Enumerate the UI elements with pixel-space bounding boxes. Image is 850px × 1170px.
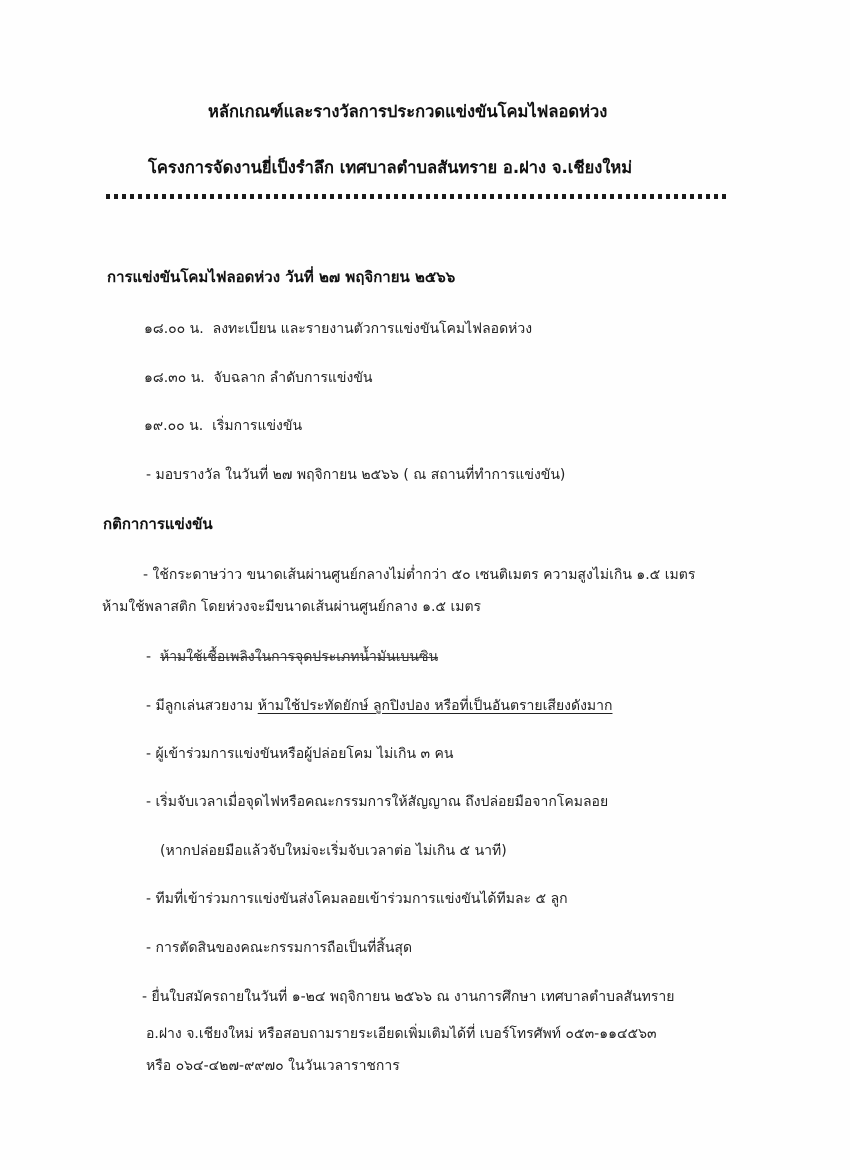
award-note: - มอบรางวัล ในวันที่ ๒๗ พฤจิกายน ๒๕๖๖ ( ณ สถานที่ทำการแข่งขัน) xyxy=(146,467,566,483)
schedule-text: ลงทะเบียน และรายงานตัวการแข่งขันโคมไฟลอดห่วง xyxy=(212,321,533,337)
underlined-warning: ห้ามใช้ประทัดยักษ์ ลูกปิงปอง หรือที่เป็นอันตรายเสียงดังมาก xyxy=(257,698,613,714)
rule-item: - ผู้เข้าร่วมการแข่งขันหรือผู้ปล่อยโคม ไม่เกิน ๓ คน xyxy=(146,746,454,762)
rule-item: - ยื่นใบสมัครถายในวันที่ ๑-๒๔ พฤจิกายน ๒๕๖๖ ณ งานการศึกษา เทศบาลตำบลสันทราย xyxy=(142,989,675,1005)
document-title: หลักเกณฑ์และรางวัลการประกวดแข่งขันโคมไฟลอดห่วง xyxy=(208,102,608,121)
rules-heading: กติกาการแข่งขัน xyxy=(103,515,213,533)
struck-rule-text: ห้ามใช้เชื้อเพลิงในการจุดประเภทน้ำมันเบนซิน xyxy=(159,649,439,665)
schedule-heading: การแข่งขันโคมไฟลอดห่วง วันที่ ๒๗ พฤจิกายน ๒๕๖๖ xyxy=(107,268,456,286)
rule-item xyxy=(146,648,438,666)
rule-item-continuation: (หากปล่อยมือแล้วจับใหม่จะเริ่มจับเวลาต่อ ไม่เกิน ๕ นาที) xyxy=(160,843,507,859)
schedule-time: ๑๘.๓๐ น. xyxy=(144,370,205,386)
schedule-item xyxy=(144,369,372,387)
schedule-text: จับฉลาก ลำดับการแข่งขัน xyxy=(213,370,373,386)
rule-item: - เริ่มจับเวลาเมื่อจุดไฟหรือคณะกรรมการให้สัญญาณ ถึงปล่อยมือจากโคมลอย xyxy=(146,794,609,810)
rule-item-continuation: ห้ามใช้พลาสติก โดยห่วงจะมีขนาดเส้นผ่านศูนย์กลาง ๑.๕ เมตร xyxy=(102,599,482,615)
rule-item xyxy=(146,697,612,715)
rule-dash: - xyxy=(146,649,152,665)
rule-item: - การตัดสินของคณะกรรมการถือเป็นที่สิ้นสุด xyxy=(146,940,413,956)
schedule-time: ๑๘.๐๐ น. xyxy=(144,321,204,337)
schedule-item xyxy=(144,320,532,338)
schedule-item xyxy=(144,417,302,435)
rule-item-continuation: หรือ ๐๖๔-๔๒๗-๙๙๗๐ ในวันเวลาราชการ xyxy=(146,1058,400,1074)
rule-text: - มีลูกเล่นสวยงาม xyxy=(146,698,258,714)
schedule-time: ๑๙.๐๐ น. xyxy=(144,418,204,434)
document-subtitle: โครงการจัดงานยี่เป็งรำลึก เทศบาลตำบลสันทราย อ.ฝาง จ.เชียงใหม่ xyxy=(148,158,633,177)
schedule-text: เริ่มการแข่งขัน xyxy=(212,418,303,434)
dotted-divider xyxy=(106,194,726,199)
rule-item: - ทีมที่เข้าร่วมการแข่งขันส่งโคมลอยเข้าร่วมการแข่งขันได้ทีมละ ๕ ลูก xyxy=(146,891,568,907)
rule-item: - ใช้กระดาษว่าว ขนาดเส้นผ่านศูนย์กลางไม่ต่ำกว่า ๕๐ เซนติเมตร ความสูงไม่เกิน ๑.๕ เมตร xyxy=(143,567,696,583)
rule-item-continuation: อ.ฝาง จ.เชียงใหม่ หรือสอบถามรายระเอียดเพิ่มเติมได้ที่ เบอร์โทรศัพท์ ๐๕๓-๑๑๔๕๖๓ xyxy=(146,1026,657,1042)
